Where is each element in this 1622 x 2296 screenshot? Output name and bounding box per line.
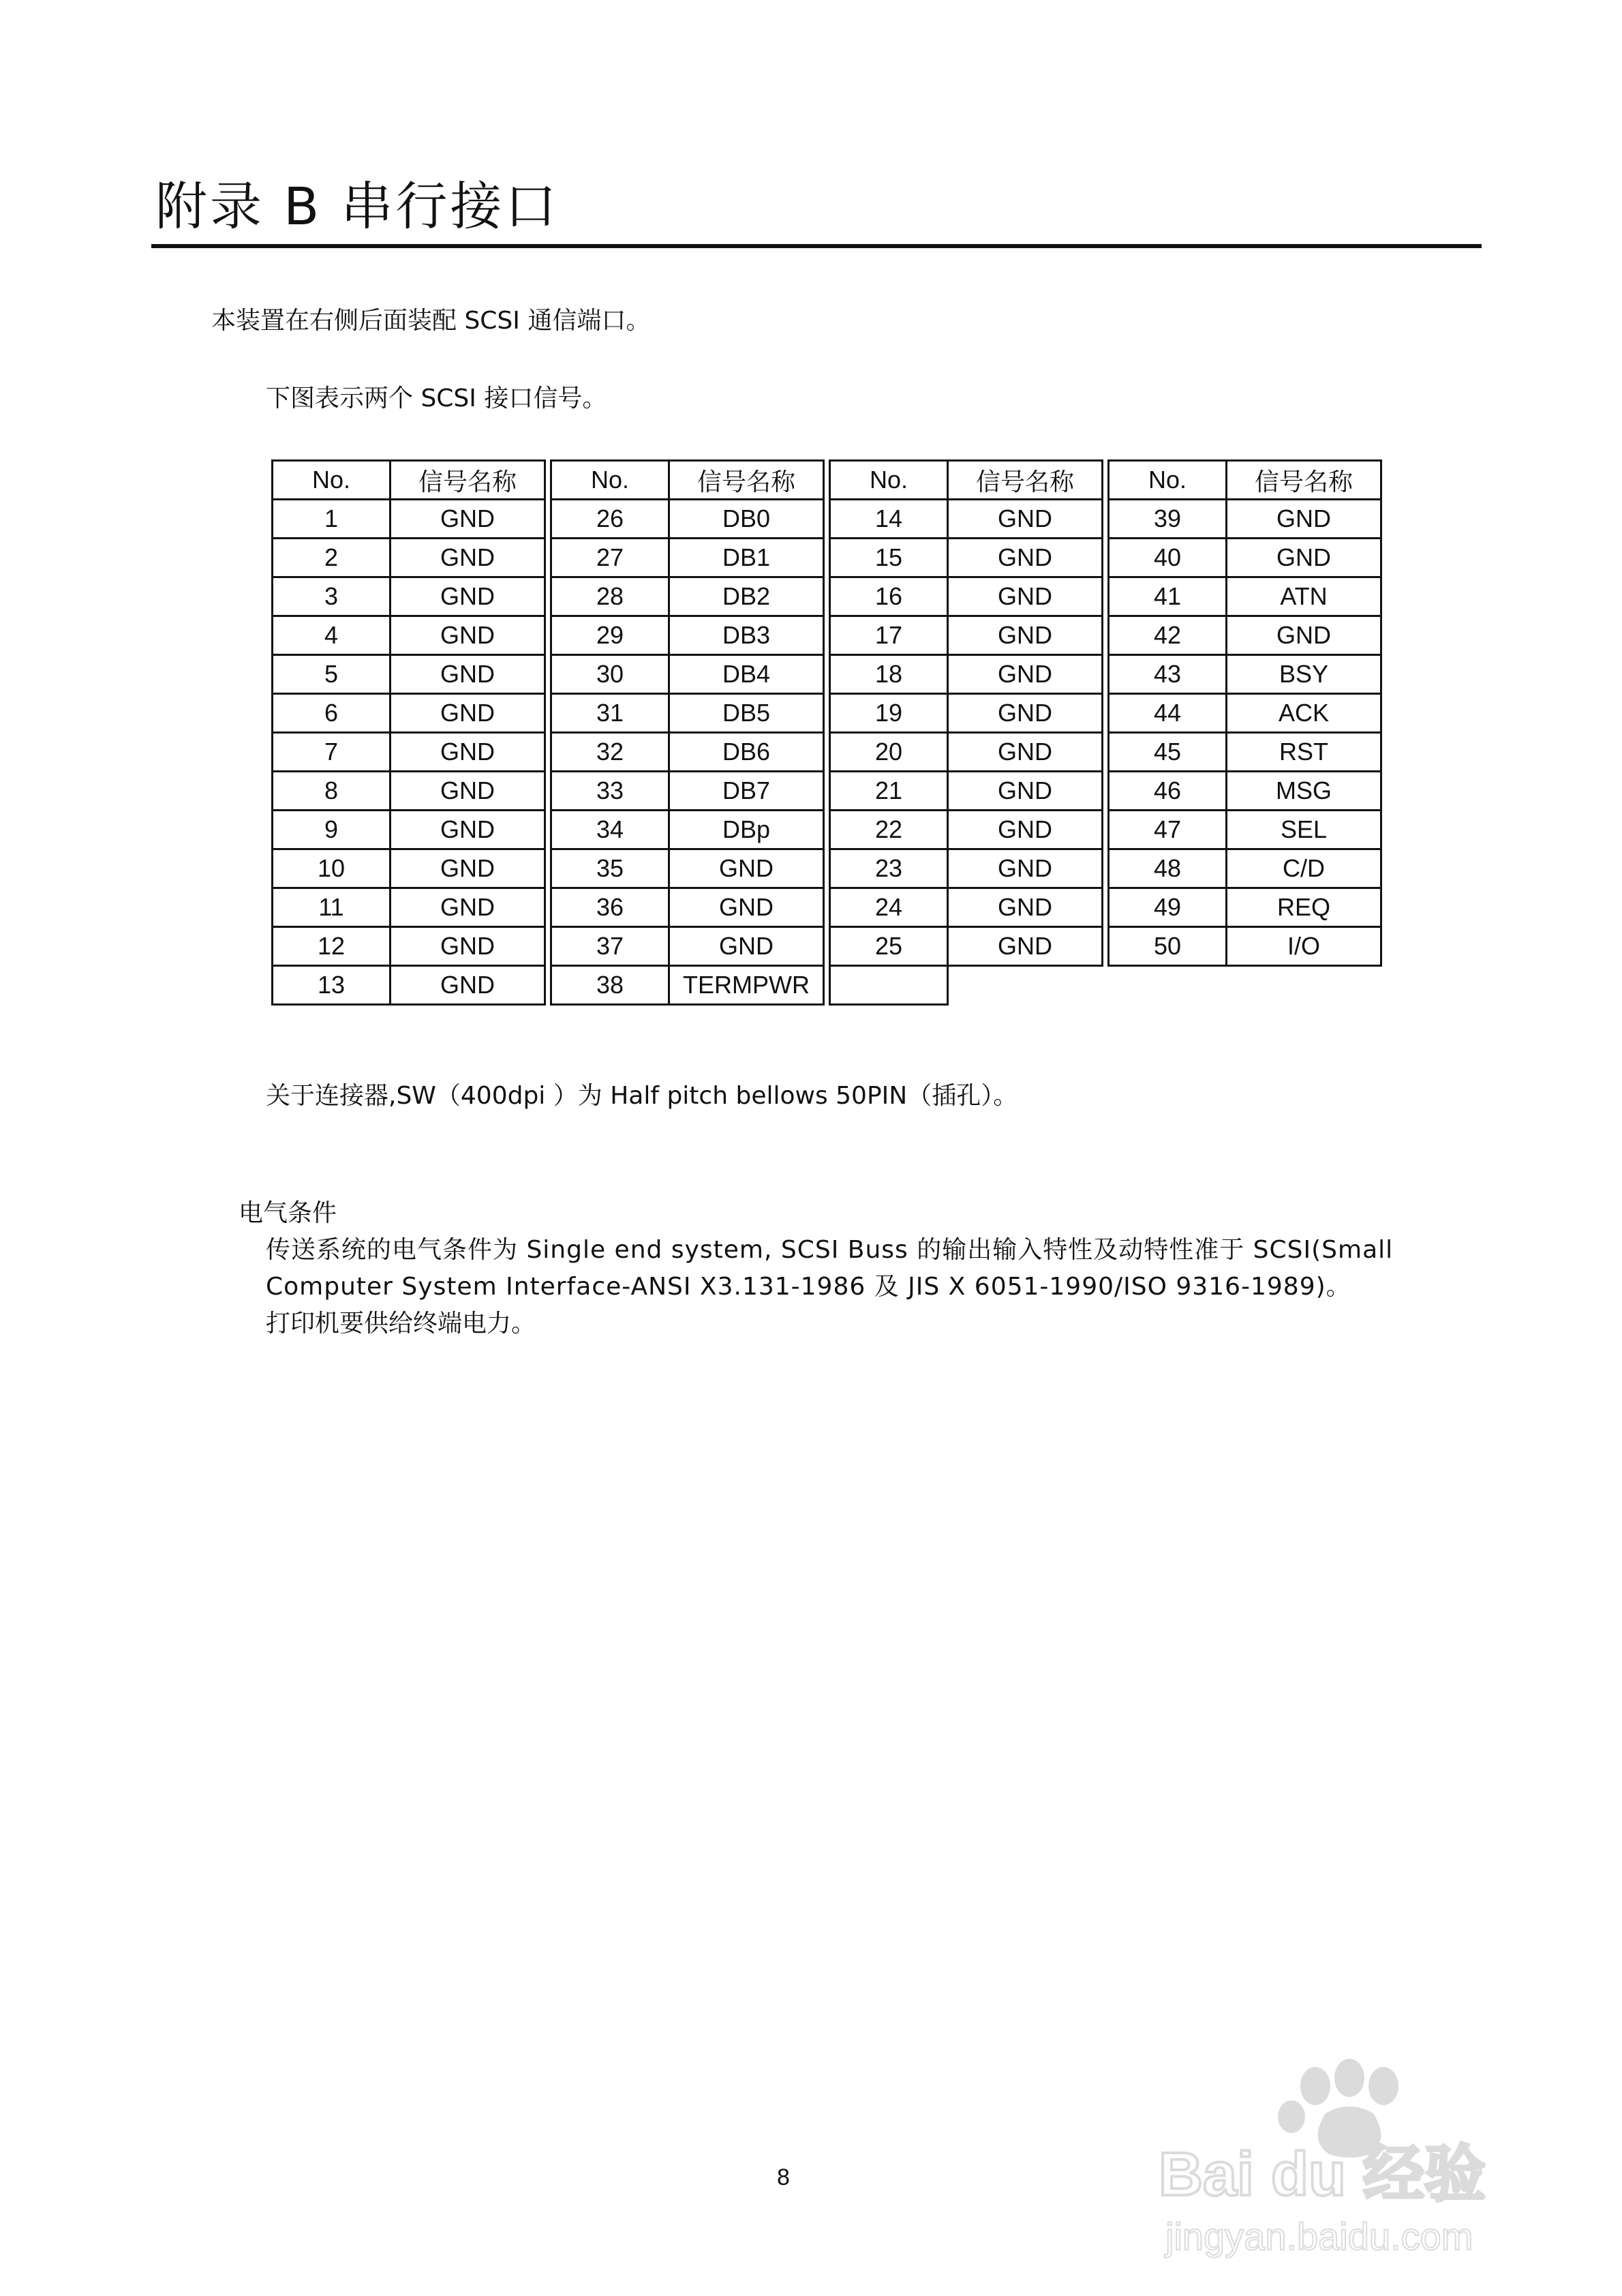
signal-name-cell: I/O	[1227, 927, 1381, 966]
pin-number-cell: 30	[551, 655, 669, 694]
signal-name-cell: GND	[669, 888, 824, 927]
pin-number-cell: 8	[273, 772, 391, 811]
column-gap	[545, 772, 551, 811]
pin-number-cell	[830, 966, 948, 1005]
column-gap	[824, 539, 830, 577]
signal-name-cell: GND	[948, 733, 1103, 772]
column-gap	[824, 616, 830, 655]
condition-line: 传送系统的电气条件为 Single end system, SCSI Buss 的输出输入特性及动特性准于 SCSI(Small	[266, 1236, 1394, 1264]
pin-number-cell: 18	[830, 655, 948, 694]
column-gap	[545, 694, 551, 733]
signal-name-cell: GND	[948, 616, 1103, 655]
intro-text: 本装置在右侧后面装配 SCSI 通信端口。	[211, 307, 651, 335]
signal-name-cell: DBp	[669, 811, 824, 849]
pin-number-cell: 46	[1109, 772, 1227, 811]
column-gap	[824, 500, 830, 539]
signal-name-cell: GND	[948, 811, 1103, 849]
header-signal-name: 信号名称	[948, 461, 1103, 500]
column-gap	[545, 461, 551, 500]
signal-name-cell: GND	[669, 849, 824, 888]
header-no: No.	[273, 461, 391, 500]
table-row	[273, 811, 1381, 849]
signal-name-cell: GND	[391, 655, 545, 694]
pin-number-cell: 44	[1109, 694, 1227, 733]
table-row	[273, 927, 1381, 966]
signal-name-cell: GND	[391, 966, 545, 1005]
signal-name-cell: GND	[391, 772, 545, 811]
pin-number-cell: 11	[273, 888, 391, 927]
title-divider	[151, 244, 1482, 248]
signal-name-cell	[948, 966, 1103, 1005]
header-signal-name: 信号名称	[669, 461, 824, 500]
table-body	[273, 500, 1381, 1005]
column-gap	[824, 461, 830, 500]
signal-name-cell: GND	[391, 577, 545, 616]
column-gap	[1103, 539, 1109, 577]
column-gap	[1103, 772, 1109, 811]
pin-number-cell: 43	[1109, 655, 1227, 694]
connector-note: 关于连接器,SW（400dpi ）为 Half pitch bellows 50PIN（插孔）。	[266, 1082, 1018, 1110]
pin-number-cell: 16	[830, 577, 948, 616]
signal-name-cell: RST	[1227, 733, 1381, 772]
header-signal-name: 信号名称	[391, 461, 545, 500]
column-gap	[824, 694, 830, 733]
pin-number-cell: 38	[551, 966, 669, 1005]
pin-number-cell: 36	[551, 888, 669, 927]
signal-name-cell: GND	[391, 849, 545, 888]
signal-name-cell: BSY	[1227, 655, 1381, 694]
pin-number-cell: 13	[273, 966, 391, 1005]
signal-name-cell: GND	[948, 577, 1103, 616]
signal-name-cell: ACK	[1227, 694, 1381, 733]
section-heading-electrical: 电气条件	[239, 1199, 337, 1227]
column-gap	[1103, 966, 1109, 1005]
header-no: No.	[551, 461, 669, 500]
column-gap	[545, 655, 551, 694]
column-gap	[1103, 694, 1109, 733]
pin-number-cell: 28	[551, 577, 669, 616]
signal-name-cell: TERMPWR	[669, 966, 824, 1005]
pin-number-cell: 41	[1109, 577, 1227, 616]
column-gap	[1103, 655, 1109, 694]
table-header	[273, 461, 1381, 500]
watermark-url: jingyan.baidu.com	[1165, 2215, 1473, 2258]
signal-name-cell: DB0	[669, 500, 824, 539]
table-row	[273, 772, 1381, 811]
pin-number-cell: 10	[273, 849, 391, 888]
signal-name-cell: GND	[948, 694, 1103, 733]
header-no: No.	[1109, 461, 1227, 500]
pin-number-cell: 17	[830, 616, 948, 655]
signal-name-cell: GND	[391, 500, 545, 539]
column-gap	[545, 811, 551, 849]
pin-number-cell: 29	[551, 616, 669, 655]
column-gap	[1103, 577, 1109, 616]
signal-name-cell: GND	[1227, 539, 1381, 577]
table-row	[273, 655, 1381, 694]
column-gap	[545, 577, 551, 616]
signal-name-cell: DB6	[669, 733, 824, 772]
signal-name-cell: DB5	[669, 694, 824, 733]
pin-number-cell: 37	[551, 927, 669, 966]
pin-number-cell: 2	[273, 539, 391, 577]
pin-number-cell: 25	[830, 927, 948, 966]
signal-name-cell: GND	[391, 927, 545, 966]
pin-number-cell: 24	[830, 888, 948, 927]
pin-number-cell: 6	[273, 694, 391, 733]
table-header-row	[273, 461, 1381, 500]
pin-number-cell: 3	[273, 577, 391, 616]
table-row	[273, 500, 1381, 539]
signal-name-cell: GND	[948, 655, 1103, 694]
signal-name-cell: DB4	[669, 655, 824, 694]
column-gap	[824, 577, 830, 616]
signal-name-cell: GND	[391, 539, 545, 577]
signal-name-cell: GND	[391, 694, 545, 733]
pin-number-cell: 7	[273, 733, 391, 772]
column-gap	[1103, 500, 1109, 539]
pin-number-cell: 19	[830, 694, 948, 733]
column-gap	[1103, 888, 1109, 927]
pin-number-cell: 35	[551, 849, 669, 888]
column-gap	[545, 966, 551, 1005]
column-gap	[824, 966, 830, 1005]
signal-name-cell: C/D	[1227, 849, 1381, 888]
pin-number-cell: 15	[830, 539, 948, 577]
pin-number-cell: 5	[273, 655, 391, 694]
pin-number-cell: 33	[551, 772, 669, 811]
condition-line: Computer System Interface-ANSI X3.131-1986 及 JIS X 6051-1990/ISO 9316-1989)。	[266, 1273, 1351, 1301]
pin-number-cell: 23	[830, 849, 948, 888]
column-gap	[545, 927, 551, 966]
pin-number-cell: 45	[1109, 733, 1227, 772]
table-caption: 下图表示两个 SCSI 接口信号。	[266, 384, 607, 412]
pin-number-cell: 39	[1109, 500, 1227, 539]
scsi-pin-table	[271, 459, 1382, 1006]
pin-number-cell: 12	[273, 927, 391, 966]
pin-number-cell: 31	[551, 694, 669, 733]
pin-number-cell: 42	[1109, 616, 1227, 655]
pin-number-cell: 32	[551, 733, 669, 772]
column-gap	[545, 733, 551, 772]
pin-number-cell: 20	[830, 733, 948, 772]
signal-name-cell: GND	[948, 500, 1103, 539]
condition-line: 打印机要供给终端电力。	[266, 1310, 536, 1338]
column-gap	[824, 655, 830, 694]
table-row	[273, 539, 1381, 577]
column-gap	[1103, 461, 1109, 500]
signal-name-cell: GND	[669, 927, 824, 966]
column-gap	[1103, 849, 1109, 888]
signal-name-cell: GND	[948, 772, 1103, 811]
pin-number-cell: 27	[551, 539, 669, 577]
table-row	[273, 577, 1381, 616]
column-gap	[1103, 927, 1109, 966]
signal-name-cell: GND	[391, 616, 545, 655]
header-signal-name: 信号名称	[1227, 461, 1381, 500]
signal-name-cell: DB3	[669, 616, 824, 655]
table-row	[273, 966, 1381, 1005]
signal-name-cell: GND	[391, 811, 545, 849]
column-gap	[824, 733, 830, 772]
watermark-brand: Bai du 经验	[1159, 2141, 1486, 2209]
pin-number-cell: 4	[273, 616, 391, 655]
page-title: 附录 B 串行接口	[155, 176, 560, 237]
signal-name-cell: DB7	[669, 772, 824, 811]
pin-number-cell: 50	[1109, 927, 1227, 966]
signal-name-cell: GND	[391, 888, 545, 927]
pin-number-cell: 49	[1109, 888, 1227, 927]
table-row	[273, 888, 1381, 927]
signal-name-cell: GND	[1227, 500, 1381, 539]
signal-name-cell: DB1	[669, 539, 824, 577]
pin-number-cell: 1	[273, 500, 391, 539]
pin-number-cell: 26	[551, 500, 669, 539]
pin-number-cell	[1109, 966, 1227, 1005]
signal-name-cell: GND	[948, 888, 1103, 927]
table-row	[273, 694, 1381, 733]
column-gap	[824, 772, 830, 811]
pin-number-cell: 22	[830, 811, 948, 849]
column-gap	[824, 811, 830, 849]
column-gap	[545, 500, 551, 539]
table-row	[273, 849, 1381, 888]
pin-number-cell: 14	[830, 500, 948, 539]
pin-number-cell: 9	[273, 811, 391, 849]
signal-name-cell: GND	[391, 733, 545, 772]
column-gap	[545, 849, 551, 888]
signal-name-cell: GND	[948, 849, 1103, 888]
signal-name-cell: SEL	[1227, 811, 1381, 849]
header-no: No.	[830, 461, 948, 500]
pin-number-cell: 47	[1109, 811, 1227, 849]
column-gap	[1103, 811, 1109, 849]
signal-name-cell: MSG	[1227, 772, 1381, 811]
table-row	[273, 733, 1381, 772]
column-gap	[545, 616, 551, 655]
table-row	[273, 616, 1381, 655]
signal-name-cell: REQ	[1227, 888, 1381, 927]
column-gap	[1103, 616, 1109, 655]
page-number: 8	[777, 2164, 790, 2190]
column-gap	[545, 539, 551, 577]
pin-number-cell: 40	[1109, 539, 1227, 577]
pin-number-cell: 21	[830, 772, 948, 811]
pin-number-cell: 34	[551, 811, 669, 849]
column-gap	[545, 888, 551, 927]
signal-name-cell: GND	[1227, 616, 1381, 655]
signal-name-cell: DB2	[669, 577, 824, 616]
signal-name-cell: GND	[948, 927, 1103, 966]
column-gap	[824, 849, 830, 888]
signal-name-cell: GND	[948, 539, 1103, 577]
signal-name-cell: ATN	[1227, 577, 1381, 616]
column-gap	[1103, 733, 1109, 772]
pin-number-cell: 48	[1109, 849, 1227, 888]
baidu-watermark	[1152, 2059, 1533, 2263]
signal-name-cell	[1227, 966, 1381, 1005]
column-gap	[824, 927, 830, 966]
column-gap	[824, 888, 830, 927]
